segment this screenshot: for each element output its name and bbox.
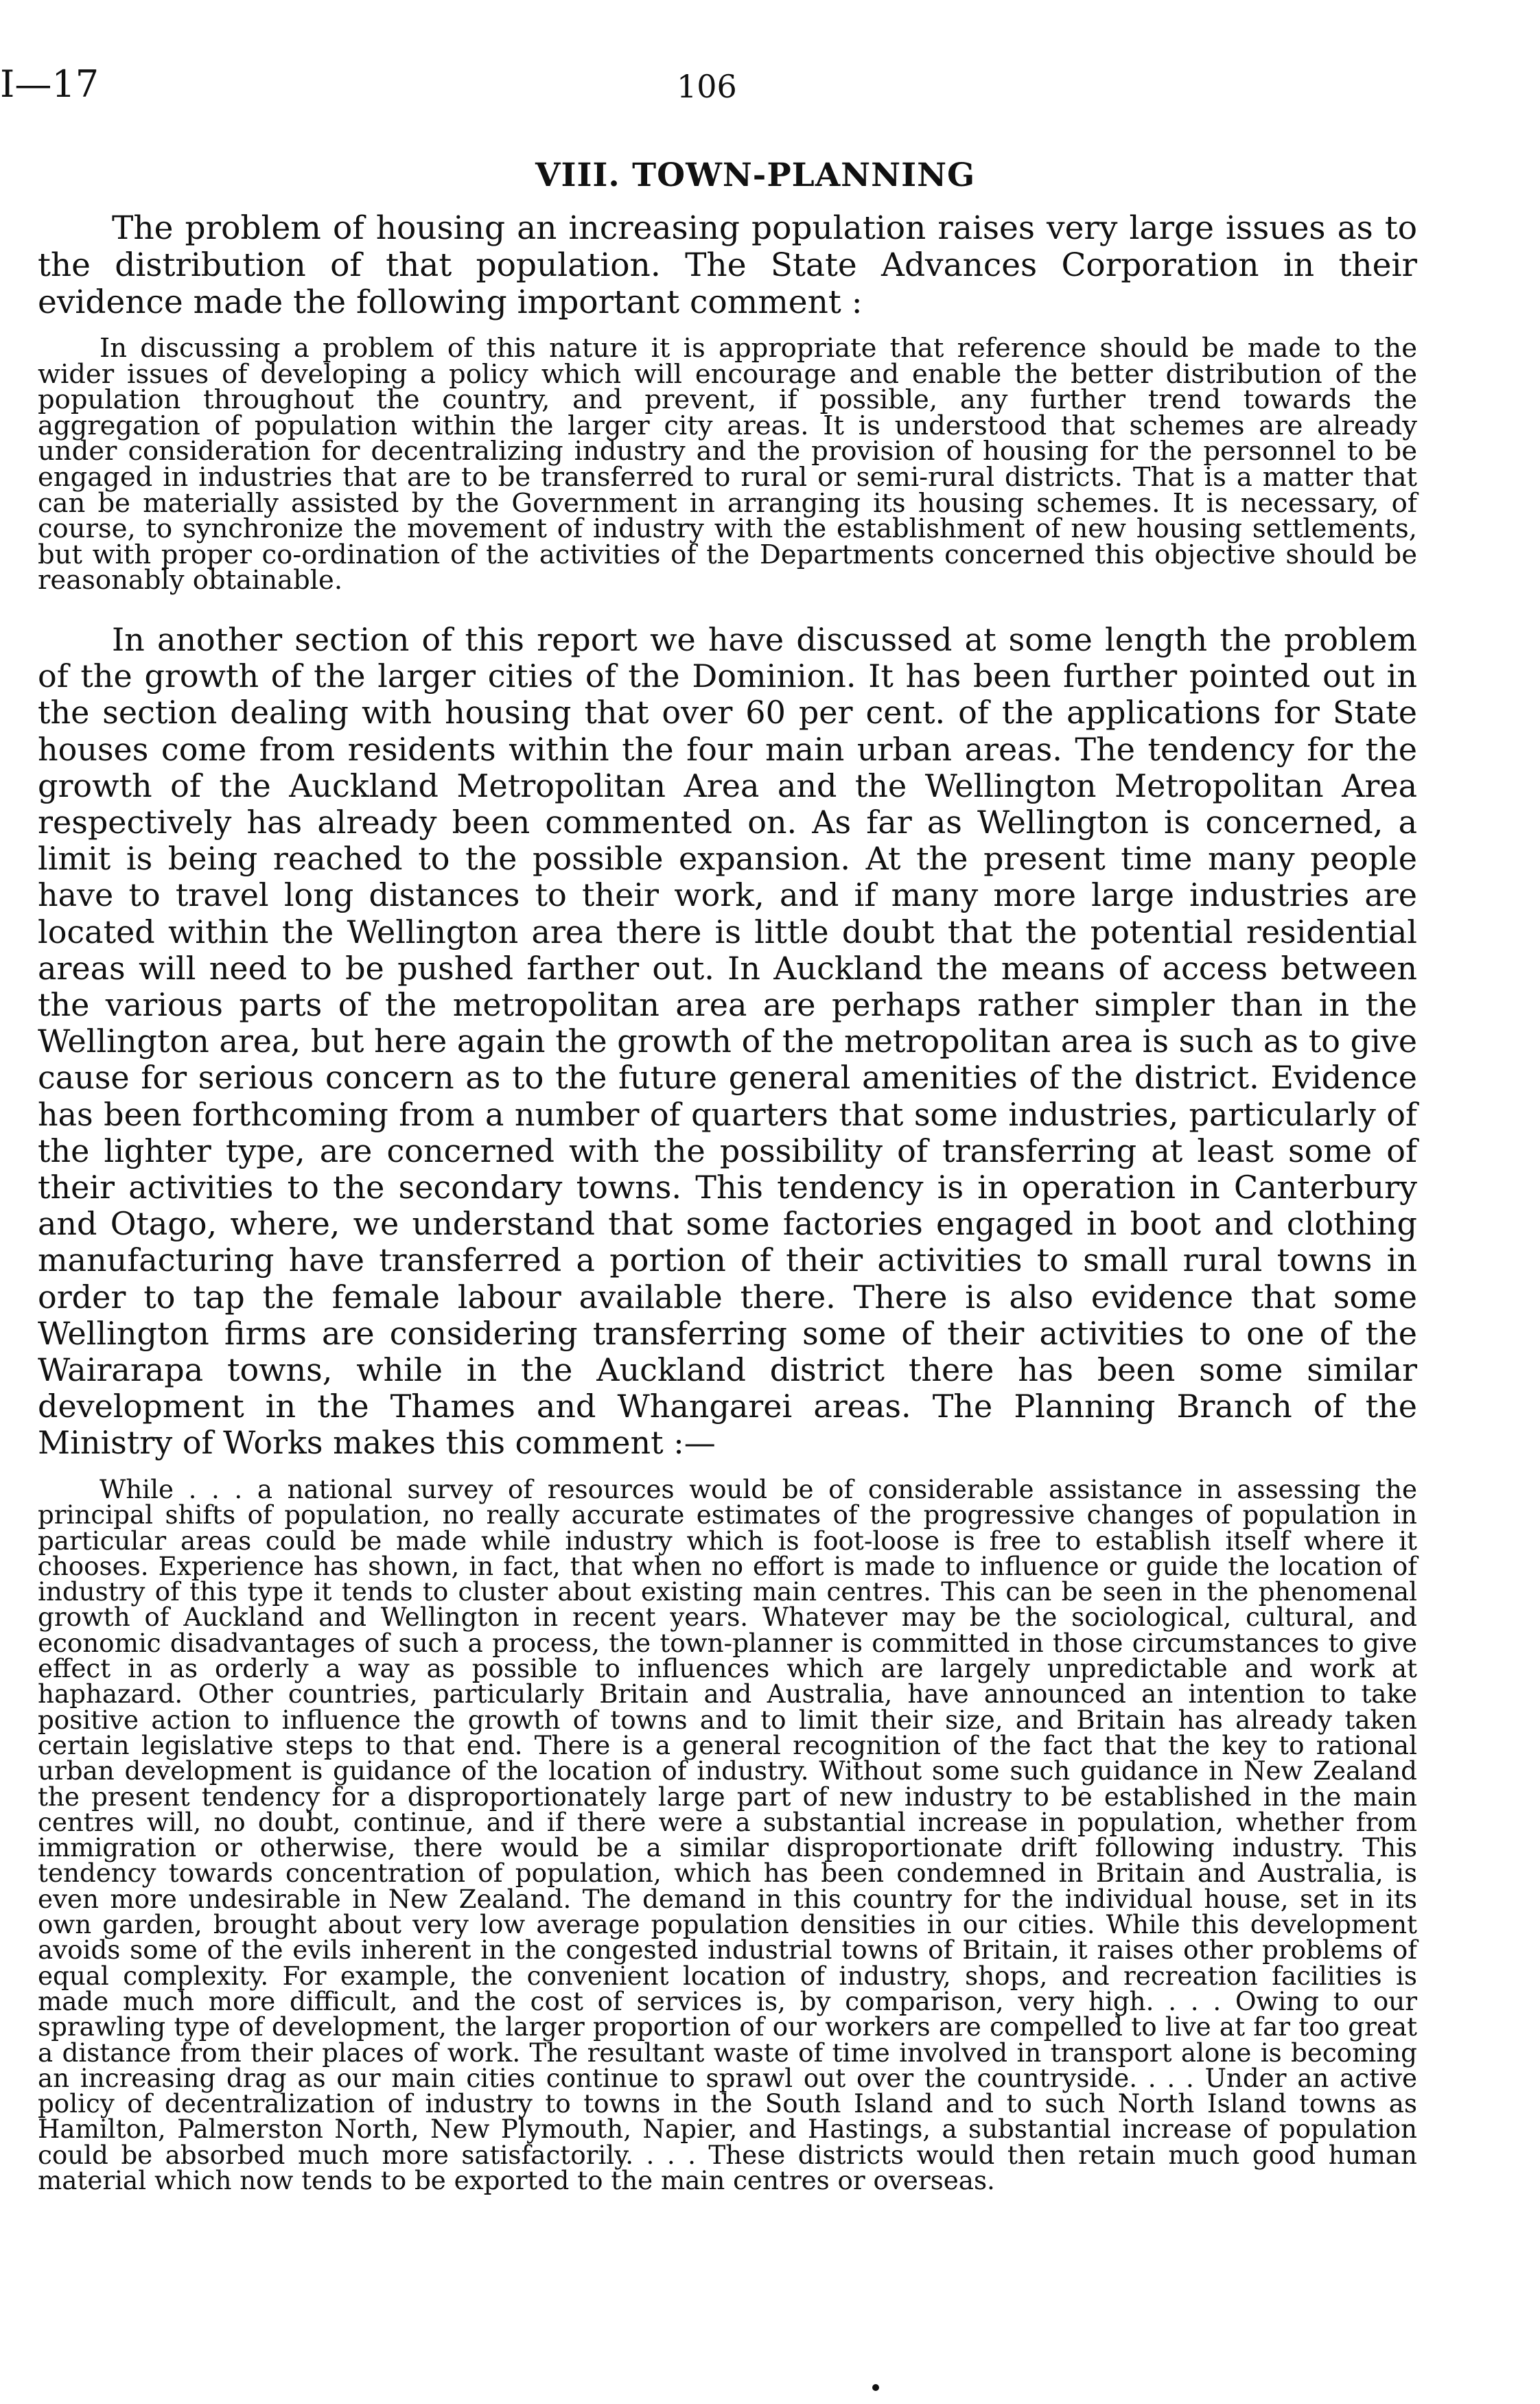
page-end-dot — [872, 2384, 879, 2391]
discussion-paragraph: In another section of this report we have discussed at some length the problem of the growth of the larger cities of the Dominion. It has been further pointed out in the section dealing with housing that over 60 per cent. of the applications for State houses come from residents within the four main urban areas. The tendency for the growth of the Auckland Metropolitan Area and the Wellington Metropolitan Area respectively has already been commented on. As far as Wellington is concerned, a limit is being reached to the possible expansion. At the present time many people have to travel long distances to their work, and if many more large industries are located within the Wellington area there is little doubt that the potential residential areas will need to be pushed farther out. In Auckland the means of access between the various parts of the metropolitan area are perhaps rather simpler than in the Wellington area, but here again the growth of the metropolitan area is such as to give cause for serious concern as to the future general amenities of the district. Evidence has been forthcoming from a number of quarters that some industries, particularly of the lighter type, are concerned with the possibility of transferring at least some of their activities to the secondary towns. This tendency is in operation in Canterbury and Otago, where, we understand that some factories engaged in boot and clothing manufacturing have transferred a portion of their activities to small rural towns in order to tap the female labour available there. There is also evidence that some Wellington firms are considering transferring some of their activities to one of the Wairarapa towns, while in the Auckland district there has been some similar development in the Thames and Whangarei areas. The Planning Branch of the Ministry of Works makes this comment :— — [38, 621, 1417, 1462]
page-number: 106 — [677, 68, 737, 105]
state-advances-quote: In discussing a problem of this nature it is appropriate that reference should be made to the wider issues of developing a policy which will encourage and enable the better distribution of the population throughout the country, and prevent, if possible, any further trend towards the aggregation of population within the larger city areas. It is understood that schemes are already under consideration for decentralizing industry and the provision of housing for the personnel to be engaged in industries that are to be transferred to rural or semi-rural districts. That is a matter that can be materially assisted by the Government in arranging its housing schemes. It is necessary, of course, to synchronize the movement of industry with the establishment of new housing settlements, but with proper co-ordination of the activities of the Departments concerned this objective should be reasonably obtainable. — [38, 333, 1417, 596]
planning-branch-quote: While . . . a national survey of resources would be of considerable assistance in assessing the principal shifts of population, no really accurate estimates of the progressive changes of population in particular areas could be made while industry which is foot-loose is free to establish itself where it chooses. Experience has shown, in fact, that when no effort is made to influence or guide the location of industry of this type it tends to cluster about existing main centres. This can be seen in the phenomenal growth of Auckland and Wellington in recent years. Whatever may be the sociological, cultural, and economic disadvantages of such a process, the town-planner is committed in those circumstances to give effect in as orderly a way as possible to influences which are largely unpredictable and work at haphazard. Other countries, particularly Britain and Australia, have announced an intention to take positive action to influence the growth of towns and to limit their size, and Britain has already taken certain legislative steps to that end. There is a general recognition of the fact that the key to rational urban development is guidance of the location of industry. Without some such guidance in New Zealand the present tendency for a disproportionately large part of new industry to be established in the main centres will, no doubt, continue, and if there were a substantial increase in population, whether from immigration or otherwise, there would be a similar disproportionate drift following industry. This tendency towards concentration of population, which has been condemned in Britain and Australia, is even more undesirable in New Zealand. The demand in this country for the individual house, set in its own garden, brought about very low average population densities in our cities. While this development avoids some of the evils inherent in the congested industrial towns of Britain, it raises other problems of equal complexity. For example, the convenient location of industry, shops, and recreation facilities is made much more difficult, and the cost of services is, by comparison, very high. . . . Owing to our sprawling type of development, the larger proportion of our workers are compelled to live at far too great a distance from their places of work. The resultant waste of time involved in transport alone is becoming an increasing drag as our main cities continue to sprawl out over the countryside. . . . Under an active policy of decentralization of industry to towns in the South Island and to such North Island towns as Hamilton, Palmerston North, New Plymouth, Napier, and Hastings, a substantial increase of population could be absorbed much more satisfactorily. . . . These districts would then retain much good human material which now tends to be exported to the main centres or overseas. — [38, 1474, 1417, 2196]
page-reference: I—17 — [0, 62, 100, 106]
section-heading: VIII. TOWN-PLANNING — [535, 156, 976, 194]
intro-paragraph: The problem of housing an increasing population raises very large issues as to the distribution of that population. The State Advances Corporation in their evidence made the following important comment : — [38, 209, 1417, 321]
